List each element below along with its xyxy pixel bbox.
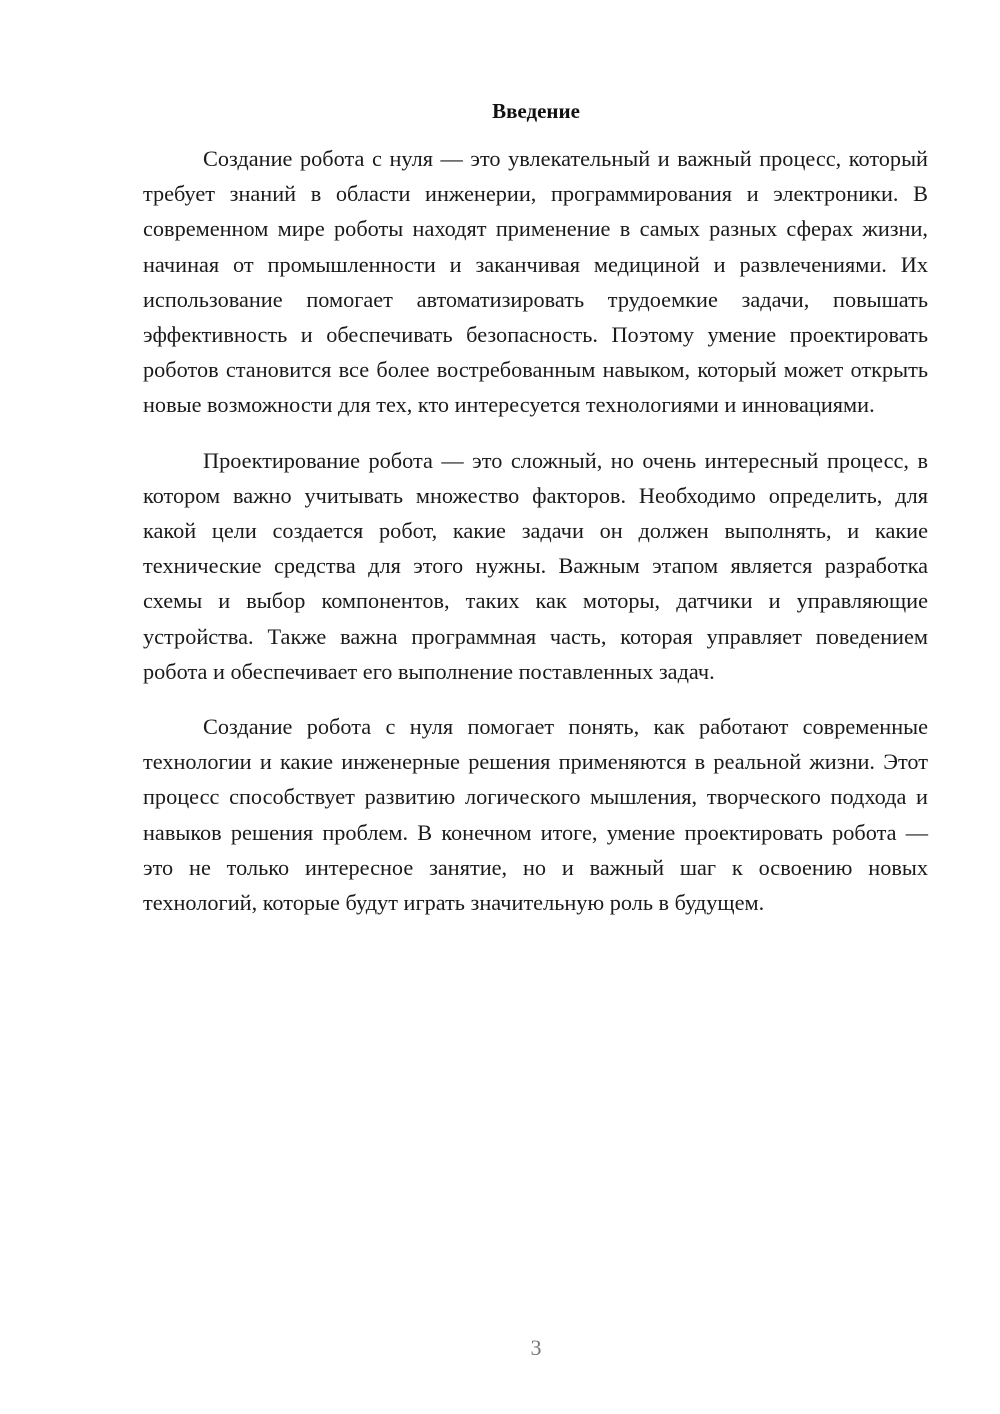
paragraph-1: Создание робота с нуля — это увлекательный и важный процесс, который требует знаний в области инженерии, программирования и электроники. В современном мире роботы находят применение в самых разных сферах жизни, начиная от промышленности и заканчивая медициной и развлечениями. Их использование помогает автоматизировать трудоемкие задачи, повышать эффективность и обеспечивать безопасность. Поэтому умение проектировать роботов становится все более востребованным навыком, который может открыть новые возможности для тех, кто интересуется технологиями и инновациями. (143, 146, 928, 418)
body-text (143, 141, 928, 920)
page-number: 3 (530, 1335, 542, 1360)
paragraph-2: Проектирование робота — это сложный, но очень интересный процесс, в котором важно учитывать множество факторов. Необходимо определить, для какой цели создается робот, какие задачи он должен выполнять, и какие технические средства для этого нужны. Важным этапом является разработка схемы и выбор компонентов, таких как моторы, датчики и управляющие устройства. Также важна программная часть, которая управляет поведением робота и обеспечивает его выполнение поставленных задач. (143, 447, 928, 684)
paragraph-3: Создание робота с нуля помогает понять, как работают современные технологии и какие инженерные решения применяются в реальной жизни. Этот процесс способствует развитию логического мышления, творческого подхода и навыков решения проблем. В конечном итоге, умение проектировать робота — это не только интересное занятие, но и важный шаг к освоению новых технологий, которые будут играть значительную роль в будущем. (143, 714, 928, 916)
section-heading: Введение (492, 99, 580, 123)
